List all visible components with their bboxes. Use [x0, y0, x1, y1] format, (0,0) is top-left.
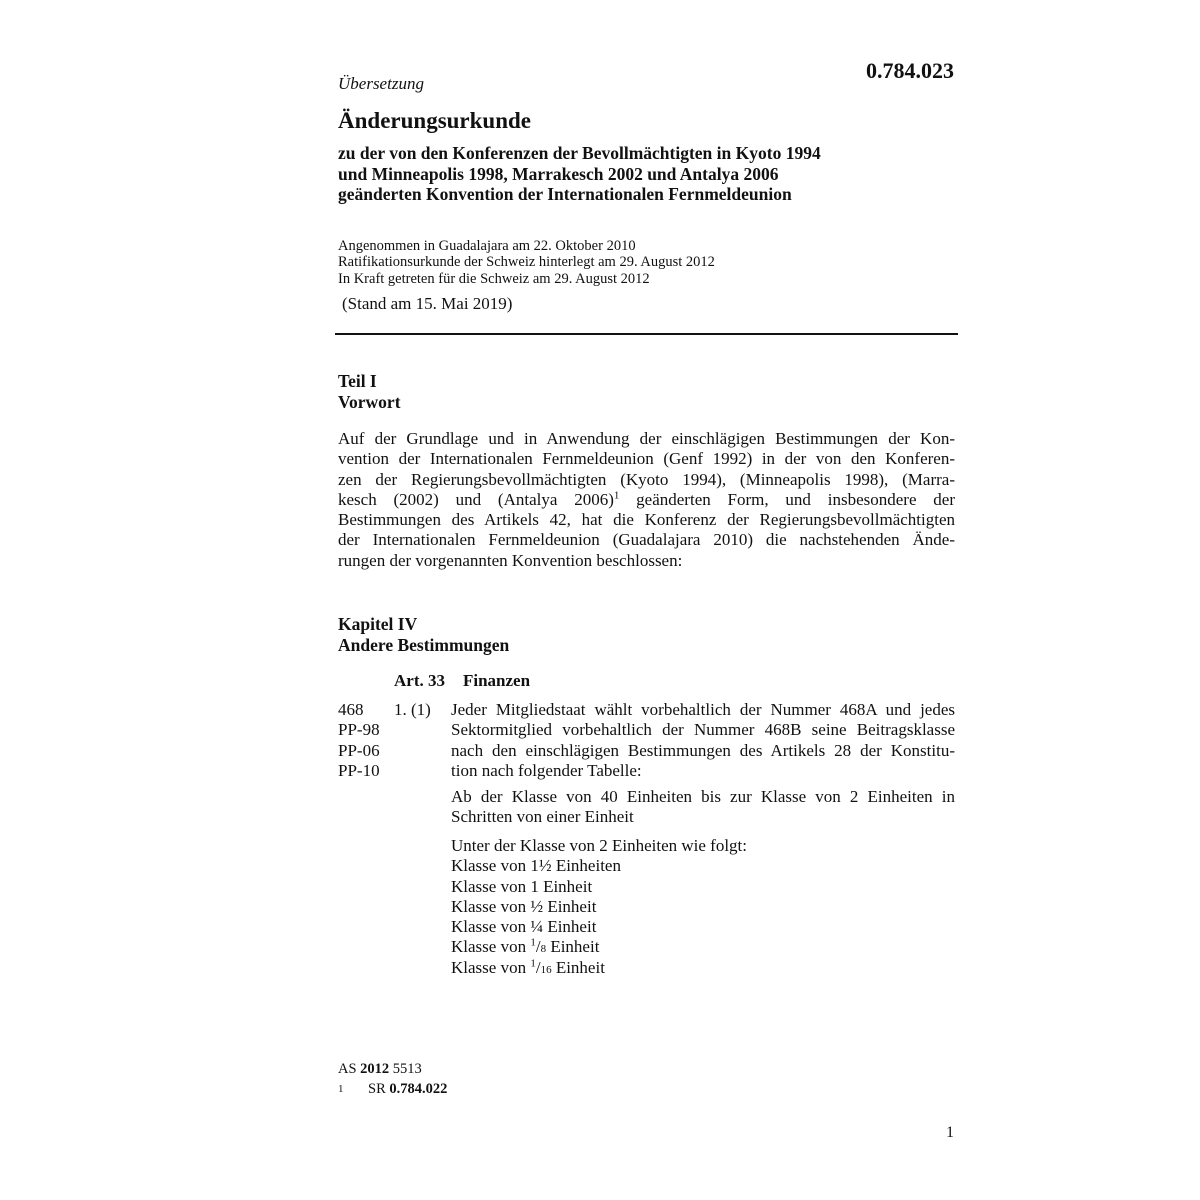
list-item: Klasse von $^1$/8 Einheit [451, 936, 600, 957]
margin-ref: PP-10 [338, 760, 380, 780]
sr-number[interactable]: 0.784.022 [389, 1081, 448, 1097]
list-item: Klasse von ¼ Einheit [451, 917, 597, 937]
date-line: Ratifikationsurkunde der Schweiz hinterlegt am 29. August 2012 [338, 254, 715, 271]
adoption-dates [338, 238, 715, 287]
steps-line: Ab der Klasse von 40 Einheiten bis zur Klasse von 2 Einheiten in [451, 787, 955, 806]
document-subtitle [338, 143, 958, 205]
part-name: Vorwort [338, 392, 401, 412]
paragraph-line: Jeder Mitgliedstaat wählt vorbehaltlich der Nummer 468A und jedes [451, 700, 955, 719]
footnote: 1 SR 0.784.022 [338, 1081, 448, 1097]
list-item: Klasse von 1 Einheit [451, 876, 593, 896]
article-number: Art. 33 [394, 671, 445, 690]
margin-ref: 468 [338, 700, 364, 719]
header-divider [335, 333, 958, 335]
preamble-line: Auf der Grundlage und in Anwendung der einschlägigen Bestimmungen der Kon- [338, 429, 955, 448]
preamble-line: vention der Internationalen Fernmeldeunion (Genf 1992) in der von den Konferen- [338, 449, 955, 469]
part-number: Teil I [338, 371, 377, 391]
paragraph-number: 1. (1) [394, 700, 431, 719]
footnote-mark: 1 [338, 1083, 344, 1095]
subtitle-line: geänderten Konvention der Internationalen Fernmeldeunion [338, 184, 792, 204]
chapter-name: Andere Bestimmungen [338, 635, 510, 655]
preamble-paragraph [338, 429, 955, 571]
document-number: 0.784.023 [866, 58, 954, 83]
preamble-line: der Internationalen Fernmeldeunion (Guadalajara 2010) die nachstehenden Ände- [338, 530, 955, 550]
page-number: 1 [946, 1124, 954, 1141]
class-list-intro: Unter der Klasse von 2 Einheiten wie folgt: [451, 836, 748, 855]
preamble-line: rungen der vorgenannten Konvention beschlossen: [338, 550, 683, 570]
preamble-line: zen der Regierungsbevollmächtigten (Kyoto 1994), (Minneapolis 1998), (Marra- [338, 469, 955, 489]
official-collection-ref: AS 2012 5513 [338, 1061, 422, 1077]
status-date: (Stand am 15. Mai 2019) [342, 294, 513, 313]
article-paragraph [451, 700, 955, 781]
class-list [451, 836, 955, 978]
paragraph-line: Sektormitglied vorbehaltlich der Nummer 468B seine Beitragsklasse [451, 720, 955, 740]
preamble-line [338, 490, 955, 510]
footer-notes [338, 1059, 447, 1099]
list-item: Klasse von ½ Einheit [451, 896, 597, 916]
subtitle-line: und Minneapolis 1998, Marrakesch 2002 und Antalya 2006 [338, 163, 779, 184]
class-steps-text [451, 787, 955, 828]
steps-line: Schritten von einer Einheit [451, 807, 634, 827]
list-item: Klasse von 1½ Einheiten [451, 856, 621, 876]
margin-references [338, 700, 380, 781]
paragraph-line: tion nach folgender Tabelle: [451, 760, 642, 780]
date-line: In Kraft getreten für die Schweiz am 29. August 2012 [338, 270, 650, 287]
footnote-reference[interactable]: 1 [613, 489, 620, 502]
list-item: Klasse von $^1$/16 Einheit [451, 957, 605, 977]
translation-label: Übersetzung [338, 74, 424, 93]
part-heading [338, 371, 401, 413]
margin-ref: PP-06 [338, 740, 380, 760]
article-title: Finanzen [463, 671, 531, 690]
preamble-line: Bestimmungen des Artikels 42, hat die Konferenz der Regierungsbevollmächtigten [338, 510, 955, 530]
paragraph-line: nach den einschlägigen Bestimmungen des Artikels 28 der Konstitu- [451, 740, 955, 760]
document-title: Änderungsurkunde [338, 108, 532, 133]
preamble-line-part: geänderten Form, und insbesondere der [619, 489, 955, 509]
date-line: Angenommen in Guadalajara am 22. Oktober 2010 [338, 238, 636, 254]
chapter-number: Kapitel IV [338, 614, 418, 634]
subtitle-line: zu der von den Konferenzen der Bevollmächtigten in Kyoto 1994 [338, 143, 821, 163]
margin-ref: PP-98 [338, 720, 380, 740]
preamble-line-part: kesch (2002) und (Antalya 2006) [338, 489, 614, 509]
chapter-heading [338, 614, 509, 656]
